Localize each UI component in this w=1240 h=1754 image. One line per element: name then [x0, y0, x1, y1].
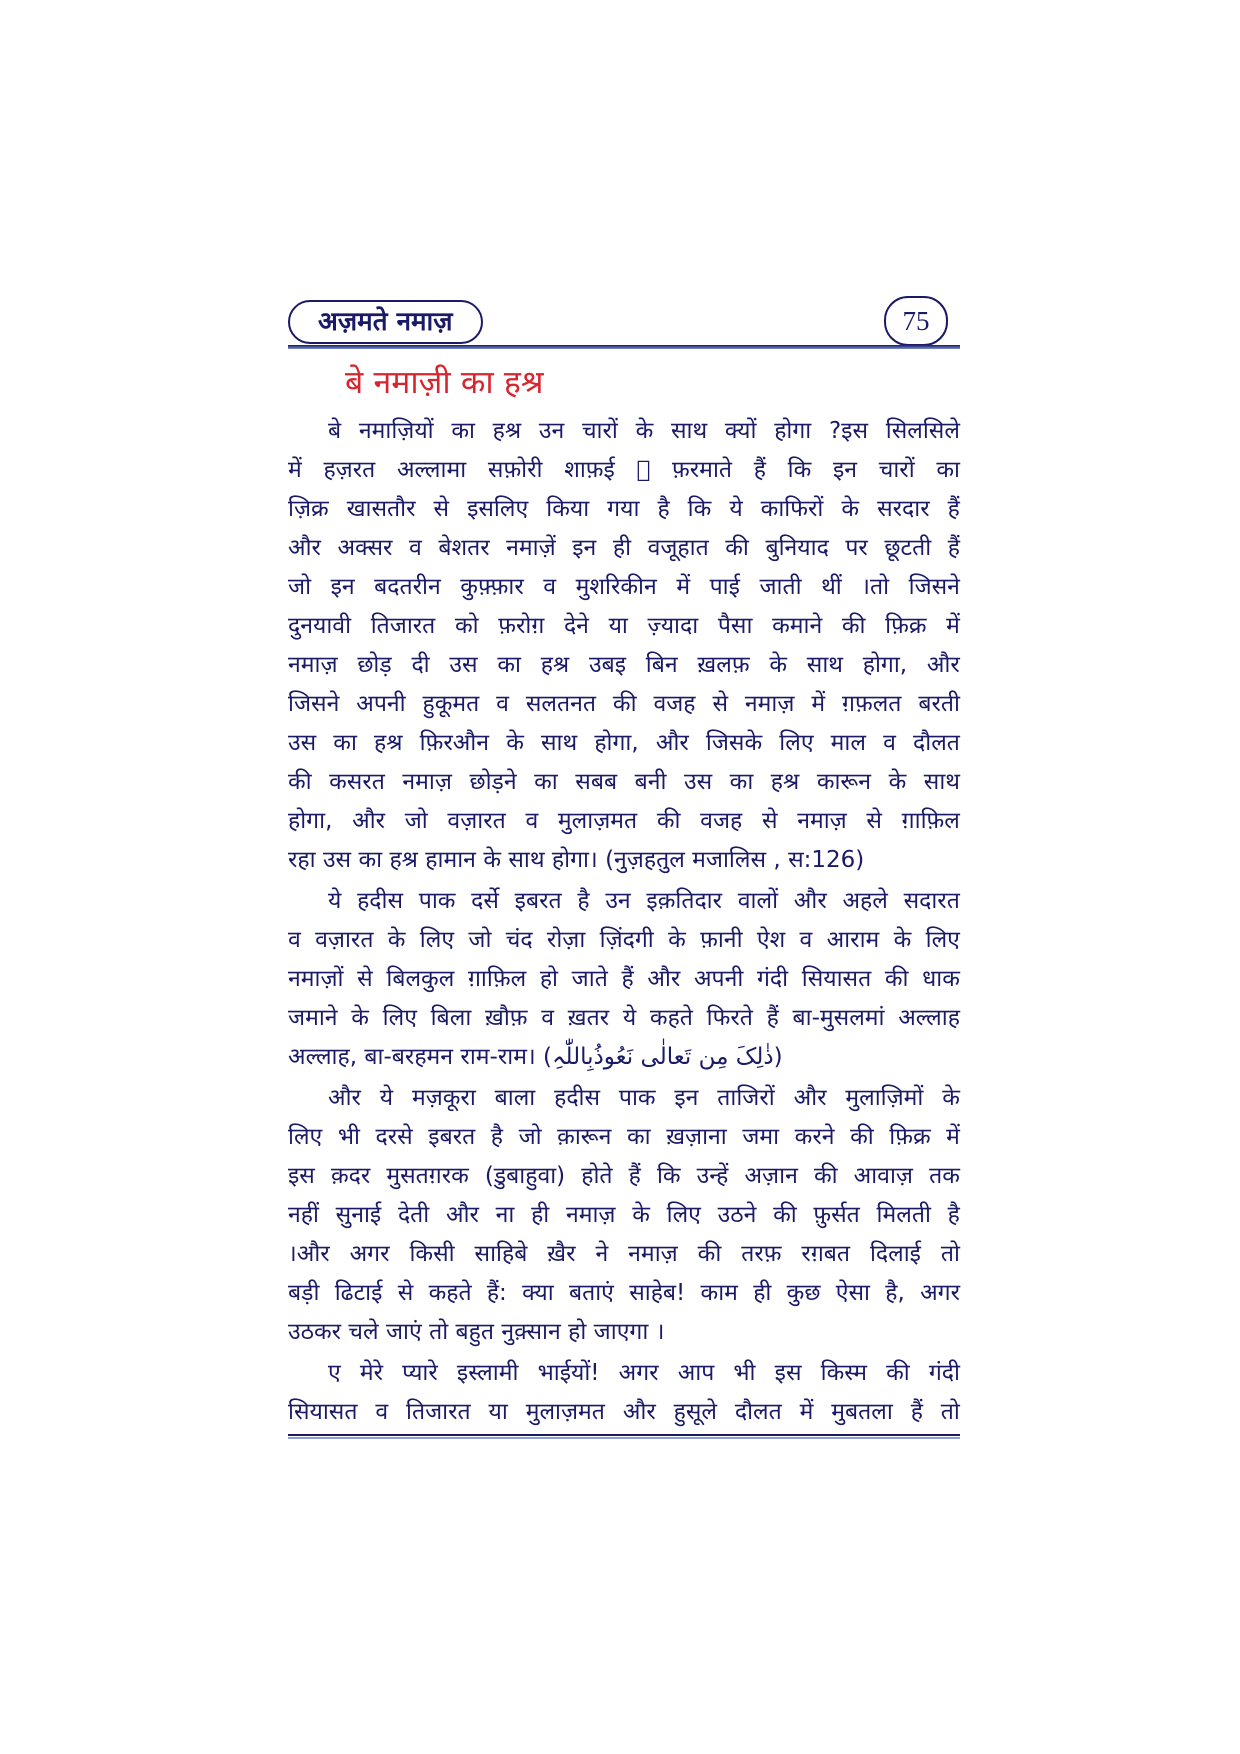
text-line: बड़ी ढिटाई से कहते हैं: क्या बताएं साहेब! काम ही कुछ ऐसा है, अगर [288, 1280, 960, 1306]
text-line: अल्लाह, बा-बरहमन राम-राम। (نَعُوذُبِاللّٰہِ تَعالٰی مِن ذٰلِکَ) [288, 1044, 783, 1070]
page-header [288, 300, 960, 350]
header-rule [288, 345, 960, 349]
text-line: उठकर चले जाएं तो बहुत नुक़्सान हो जाएगा । [288, 1319, 665, 1345]
text-line: इस क़दर मुसतग़रक (डुबाहुवा) होते हैं कि उन्हें अज़ान की आवाज़ तक [288, 1163, 960, 1189]
text-line: लिए भी दरसे इबरत है जो क़ारून का ख़ज़ाना जमा करने की फ़िक्र में [288, 1124, 960, 1150]
section-heading: बे नमाज़ी का हश्र [345, 363, 544, 401]
text-line: जिसने अपनी हुकूमत व सलतनत की वजह से नमाज़ में ग़फ़लत बरती [288, 691, 960, 717]
book-title: अज़मते नमाज़ [288, 300, 483, 344]
text-line: नहीं सुनाई देती और ना ही नमाज़ के लिए उठने की फ़ुर्सत मिलती है [288, 1202, 960, 1228]
text-line: की कसरत नमाज़ छोड़ने का सबब बनी उस का हश्र कारून के साथ [288, 769, 960, 795]
text-line: ज़िक्र खासतौर से इसलिए किया गया है कि ये काफिरों के सरदार हैं [288, 496, 960, 522]
body-text [288, 412, 960, 1434]
text-line: जो इन बदतरीन कुफ़्फ़ार व मुशरिकीन में पाई जाती थीं ।तो जिसने [288, 574, 960, 600]
text-line: बे नमाज़ियों का हश्र उन चारों के साथ क्यों होगा ?इस सिलसिले [328, 418, 960, 444]
text-line: व वज़ारत के लिए जो चंद रोज़ा ज़िंदगी के फ़ानी ऐश व आराम के लिए [288, 927, 960, 953]
page-number: 75 [884, 296, 948, 346]
text-line: होगा, और जो वज़ारत व मुलाज़मत की वजह से नमाज़ से ग़ाफ़िल [288, 808, 960, 834]
text-line: ए मेरे प्यारे इस्लामी भाईयों! अगर आप भी इस किस्म की गंदी [328, 1360, 960, 1386]
text-line: रहा उस का हश्र हामान के साथ होगा। (नुज़हतुल मजालिस , स:126) [288, 847, 865, 873]
text-line: ये हदीस पाक दर्से इबरत है उन इक़तिदार वालों और अहले सदारत [328, 888, 960, 914]
text-line: सियासत व तिजारत या मुलाज़मत और हुसूले दौलत में मुबतला हैं तो [288, 1399, 960, 1425]
text-line: और अक्सर व बेशतर नमाज़ें इन ही वजूहात की बुनियाद पर छूटती हैं [288, 535, 960, 561]
text-line: में हज़रत अल्लामा सफ़ोरी शाफ़ई ﷫ फ़रमाते हैं कि इन चारों का [288, 457, 960, 483]
text-line: और ये मज़कूरा बाला हदीस पाक इन ताजिरों और मुलाज़िमों के [328, 1085, 960, 1111]
text-line: उस का हश्र फ़िरऔन के साथ होगा, और जिसके लिए माल व दौलत [288, 730, 960, 756]
text-line: ।और अगर किसी साहिबे ख़ैर ने नमाज़ की तरफ़ रग़बत दिलाई तो [288, 1241, 960, 1267]
footer-rule [288, 1434, 960, 1439]
text-line: नमाज़ों से बिलकुल ग़ाफ़िल हो जाते हैं और अपनी गंदी सियासत की धाक [288, 966, 960, 992]
text-line: दुनयावी तिजारत को फ़रोग़ देने या ज़्यादा पैसा कमाने की फ़िक्र में [288, 613, 960, 639]
text-line: जमाने के लिए बिला ख़ौफ़ व ख़तर ये कहते फिरते हैं बा-मुसलमां अल्लाह [288, 1005, 960, 1031]
text-line: नमाज़ छोड़ दी उस का हश्र उबइ बिन ख़लफ़ के साथ होगा, और [288, 652, 960, 678]
